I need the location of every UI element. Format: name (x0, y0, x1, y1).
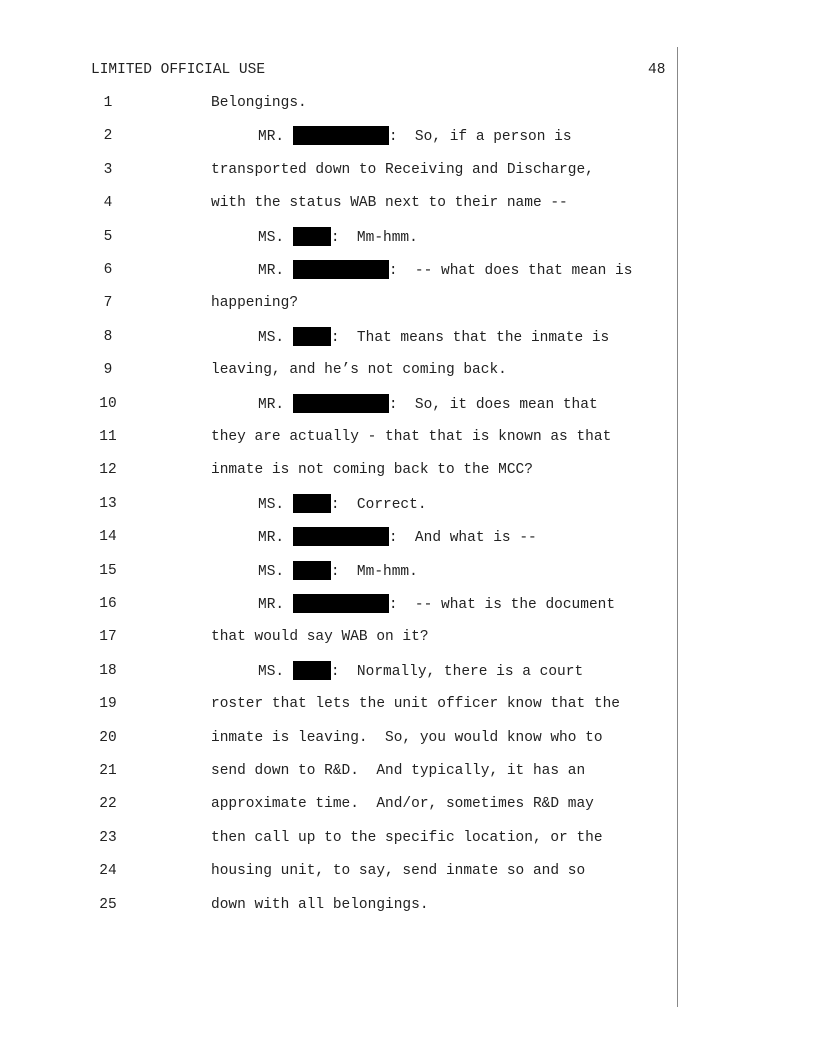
line-number: 2 (103, 128, 113, 145)
transcript-line (0, 327, 676, 347)
speaker-text: : Normally, there is a court (330, 663, 584, 680)
speaker-prefix: MR. (258, 597, 285, 613)
speaker-text: : -- what is the document (388, 597, 616, 613)
speaker-prefix: MS. (258, 663, 285, 680)
transcript-line (0, 561, 676, 581)
speaker-text: : That means that the inmate is (330, 329, 610, 346)
page-number: 48 (648, 62, 666, 78)
line-text: transported down to Receiving and Discharge, (211, 161, 594, 178)
transcript-line (0, 494, 676, 514)
line-number: 17 (99, 629, 117, 646)
transcript-line (0, 293, 676, 313)
redaction-box (293, 126, 389, 145)
speaker-text: : And what is -- (388, 530, 537, 547)
redaction-box (293, 661, 331, 680)
redaction-box (293, 227, 331, 246)
speaker-prefix: MR. (258, 129, 285, 146)
transcript-line (0, 661, 676, 681)
line-number: 5 (103, 228, 113, 245)
speaker-turn (258, 594, 615, 615)
redaction-box (293, 327, 331, 346)
line-number: 13 (99, 495, 117, 512)
speaker-turn (258, 227, 418, 248)
transcript-line (0, 895, 676, 915)
line-text: down with all belongings. (211, 896, 429, 913)
line-number: 8 (103, 328, 113, 345)
classification-header: LIMITED OFFICIAL USE (91, 62, 266, 78)
transcript-line (0, 360, 676, 380)
transcript-line (0, 594, 676, 614)
line-text: send down to R&D. And typically, it has an (211, 763, 586, 779)
line-text: happening? (211, 295, 299, 312)
line-number: 6 (103, 262, 113, 278)
transcript-line (0, 527, 676, 547)
transcript-line (0, 193, 676, 213)
speaker-prefix: MS. (258, 563, 285, 580)
line-number: 21 (99, 763, 117, 779)
line-number: 1 (103, 95, 113, 111)
speaker-prefix: MS. (258, 229, 285, 246)
transcript-line (0, 460, 676, 480)
line-text: leaving, and he’s not coming back. (211, 362, 507, 379)
margin-rule (677, 47, 678, 1007)
line-text: inmate is not coming back to the MCC? (211, 462, 533, 479)
line-number: 23 (99, 829, 117, 846)
speaker-prefix: MS. (258, 496, 285, 513)
speaker-text: : Mm-hmm. (330, 229, 418, 246)
line-number: 12 (99, 462, 117, 479)
line-text: approximate time. And/or, sometimes R&D may (211, 796, 594, 813)
line-text: housing unit, to say, send inmate so and so (211, 863, 586, 880)
line-text: that would say WAB on it? (211, 629, 429, 646)
line-number: 16 (99, 596, 117, 612)
speaker-prefix: MR. (258, 396, 285, 413)
transcript-line (0, 728, 676, 748)
line-number: 7 (103, 295, 113, 312)
redaction-box (293, 394, 389, 413)
speaker-turn (258, 527, 537, 548)
transcript-line (0, 394, 676, 414)
transcript-line (0, 627, 676, 647)
line-number: 18 (99, 662, 117, 679)
speaker-turn (258, 260, 632, 281)
transcript-line (0, 227, 676, 247)
speaker-prefix: MR. (258, 263, 285, 279)
speaker-text: : Correct. (330, 496, 427, 513)
line-text: roster that lets the unit officer know that the (211, 696, 620, 713)
transcript-line (0, 694, 676, 714)
line-number: 24 (99, 863, 117, 880)
speaker-turn (258, 126, 572, 147)
speaker-text: : So, if a person is (388, 129, 572, 146)
redaction-box (293, 260, 389, 279)
speaker-text: : -- what does that mean is (388, 263, 633, 279)
line-text: inmate is leaving. So, you would know who to (211, 729, 603, 746)
speaker-text: : Mm-hmm. (330, 563, 418, 580)
transcript-line (0, 861, 676, 881)
speaker-text: : So, it does mean that (388, 396, 598, 413)
transcript-line (0, 126, 676, 146)
line-text: with the status WAB next to their name -- (211, 195, 568, 212)
transcript-line (0, 828, 676, 848)
speaker-prefix: MR. (258, 530, 285, 547)
line-number: 19 (99, 696, 117, 713)
transcript-line (0, 794, 676, 814)
line-text: then call up to the specific location, or the (211, 829, 603, 846)
line-number: 4 (103, 195, 113, 212)
line-number: 3 (103, 161, 113, 178)
line-number: 22 (99, 796, 117, 813)
transcript-line (0, 160, 676, 180)
speaker-turn (258, 327, 609, 348)
transcript-line (0, 93, 676, 113)
speaker-prefix: MS. (258, 329, 285, 346)
transcript-line (0, 761, 676, 781)
redaction-box (293, 594, 389, 613)
line-number: 15 (99, 562, 117, 579)
line-number: 25 (99, 896, 117, 913)
redaction-box (293, 494, 331, 513)
line-text: Belongings. (211, 95, 307, 111)
speaker-turn (258, 561, 418, 582)
speaker-turn (258, 394, 598, 415)
speaker-turn (258, 494, 427, 515)
transcript-line (0, 260, 676, 280)
line-number: 10 (99, 395, 117, 412)
redaction-box (293, 561, 331, 580)
line-number: 11 (99, 429, 117, 445)
speaker-turn (258, 661, 583, 682)
line-text: they are actually - that that is known as that (211, 429, 612, 445)
redaction-box (293, 527, 389, 546)
transcript-line (0, 427, 676, 447)
line-number: 14 (99, 529, 117, 546)
line-number: 20 (99, 729, 117, 746)
line-number: 9 (103, 362, 113, 379)
